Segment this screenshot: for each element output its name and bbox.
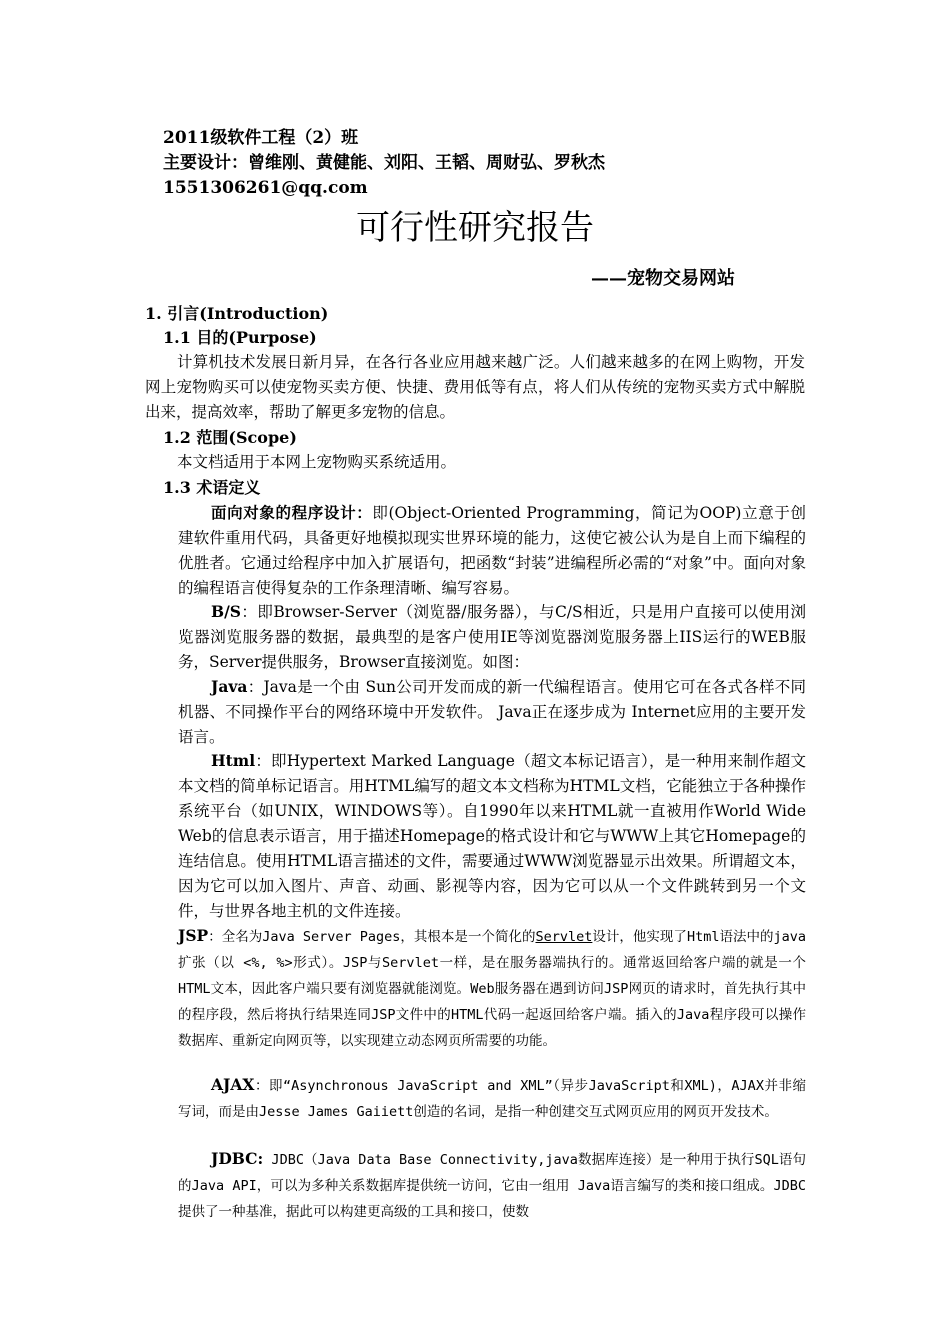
term-html-label: Html <box>211 751 256 770</box>
term-jsp <box>178 923 806 1054</box>
term-ajax-label: AJAX <box>211 1075 255 1094</box>
scope-paragraph: 本文档适用于本网上宠物购买系统适用。 <box>177 453 457 471</box>
term-java-label: Java <box>211 677 248 696</box>
term-jsp-text-1: ：全名为Java Server Pages，其根本是一个简化的 <box>208 929 536 945</box>
term-ajax-text: ：即“Asynchronous JavaScript and XML”（异步JavaScript和XML)，AJAX并非缩写词，而是由Jesse James Gaiiett创造的名词，是指一种创建交互式网页应用的网页开发技术。 <box>178 1078 806 1120</box>
designers-line: 主要设计：曾维刚、黄健能、刘阳、王韬、周财弘、罗秋杰 <box>163 153 605 173</box>
term-bs-text: ：即Browser-Server（浏览器/服务器），与C/S相近，只是用户直接可以使用浏览器浏览服务器的数据，最典型的是客户使用IE等浏览器浏览服务器上IIS运行的WEB服务，Server提供服务，Browser直接浏览。如图： <box>178 603 806 671</box>
heading-purpose: 1.1 目的(Purpose) <box>163 328 317 347</box>
term-java-text: ：Java是一个由 Sun公司开发而成的新一代编程语言。使用它可在各式各样不同机器、不同操作平台的网络环境中开发软件。 Java正在逐步成为 Internet应用的主要开发语言。 <box>178 678 806 746</box>
class-line: 2011级软件工程（2）班 <box>163 128 359 148</box>
email-line: 1551306261@qq.com <box>163 178 368 198</box>
servlet-link[interactable]: Servlet <box>535 929 593 945</box>
purpose-paragraph: 计算机技术发展日新月异，在各行各业应用越来越广泛。人们越来越多的在网上购物，开发网上宠物购买可以使宠物买卖方便、快捷、费用低等有点，将人们从传统的宠物买卖方式中解脱出来，提高效率，帮助了解更多宠物的信息。 <box>145 353 805 421</box>
term-jsp-text-2: 设计，他实现了Html语法中的java扩张（以 <%, %>形式）。JSP与Servlet一样，是在服务器端执行的。通常返回给客户端的就是一个HTML文本，因此客户端只要有浏览器就能浏览。Web服务器在遇到访问JSP网页的请求时，首先执行其中的程序段，然后将执行结果连同JSP文件中的HTML代码一起返回给客户端。插入的Java程序段可以操作数据库、重新定向网页等，以实现建立动态网页所需要的功能。 <box>178 929 806 1049</box>
term-oop <box>178 500 806 601</box>
term-bs-label: B/S <box>211 602 241 621</box>
term-jdbc-text: JDBC（Java Data Base Connectivity,java数据库连接）是一种用于执行SQL语句的Java API，可以为多种关系数据库提供统一访问，它由一组用 Java语言编写的类和接口组成。JDBC提供了一种基准，据此可以构建更高级的工具和接口，使数 <box>178 1152 806 1220</box>
document-title: 可行性研究报告 <box>356 208 594 248</box>
term-ajax <box>178 1072 806 1125</box>
heading-introduction: 1. 引言(Introduction) <box>145 304 329 323</box>
term-oop-text: 即(Object-Oriented Programming，简记为OOP)立意于创建软件重用代码，具备更好地模拟现实世界环境的能力，这使它被公认为是自上而下编程的优胜者。它通过给程序中加入扩展语句，把函数“封装”进编程所必需的“对象”中。面向对象的编程语言使得复杂的工作条理清晰、编写容易。 <box>178 504 806 597</box>
term-oop-label: 面向对象的程序设计： <box>211 503 373 522</box>
term-jsp-label: JSP <box>178 926 209 945</box>
heading-terms: 1.3 术语定义 <box>163 478 261 497</box>
term-html-text: ：即Hypertext Marked Language（超文本标记语言），是一种用来制作超文本文档的简单标记语言。用HTML编写的超文本文档称为HTML文档，它能独立于各种操作系统平台（如UNIX，WINDOWS等）。自1990年以来HTML就一直被用作World Wide Web的信息表示语言，用于描述Homepage的格式设计和它与WWW上其它Homepage的连结信息。使用HTML语言描述的文件，需要通过WWW浏览器显示出效果。所谓超文本，因为它可以加入图片、声音、动画、影视等内容，因为它可以从一个文件跳转到另一个文件，与世界各地主机的文件连接。 <box>178 752 806 920</box>
term-html <box>178 748 806 924</box>
term-jdbc <box>178 1146 806 1225</box>
term-jdbc-label: JDBC: <box>211 1149 264 1168</box>
term-java <box>178 674 806 750</box>
heading-scope: 1.2 范围(Scope) <box>163 428 297 447</box>
document-subtitle: ——宠物交易网站 <box>591 268 735 289</box>
term-bs <box>178 599 806 675</box>
